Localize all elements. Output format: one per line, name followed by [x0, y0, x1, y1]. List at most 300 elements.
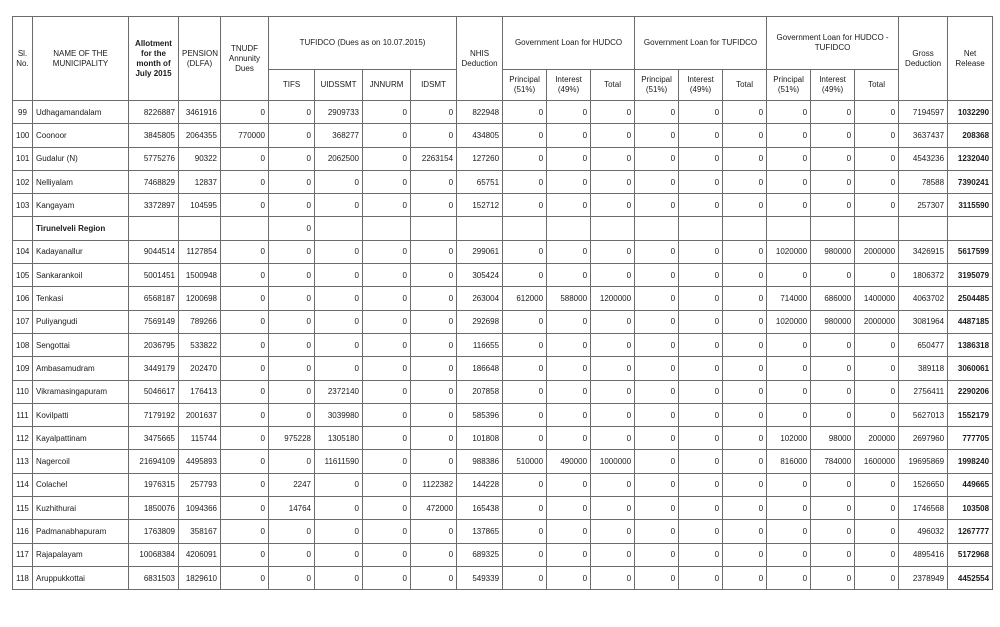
- tnudf-cell: 0: [221, 566, 269, 589]
- municipality-name-cell: Kangayam: [33, 194, 129, 217]
- table-row: [13, 147, 993, 170]
- net-release-cell: 103508: [948, 497, 993, 520]
- allotment-cell: 1850076: [129, 497, 179, 520]
- jnnurm-cell: 0: [363, 357, 411, 380]
- hudco-principal-cell: 0: [503, 520, 547, 543]
- table-row: [13, 380, 993, 403]
- hudco-total-cell: 0: [591, 497, 635, 520]
- nhis-cell: 186648: [457, 357, 503, 380]
- header-net-release: Net Release: [948, 17, 993, 101]
- ht-interest-cell: [811, 217, 855, 240]
- table-body: [13, 101, 993, 590]
- gross-deduction-cell: 4895416: [899, 543, 948, 566]
- allotment-cell: 6568187: [129, 287, 179, 310]
- jnnurm-cell: 0: [363, 403, 411, 426]
- net-release-cell: 4452554: [948, 566, 993, 589]
- uidssmt-cell: 0: [315, 520, 363, 543]
- idsmt-cell: 0: [411, 520, 457, 543]
- hudco-total-cell: 0: [591, 147, 635, 170]
- pension-cell: 358167: [179, 520, 221, 543]
- hudco-interest-cell: 0: [547, 124, 591, 147]
- table-row: [13, 194, 993, 217]
- tufidco-total-cell: 0: [723, 543, 767, 566]
- idsmt-cell: 0: [411, 287, 457, 310]
- header-tnudf: TNUDF Annunity Dues: [221, 17, 269, 101]
- ht-interest-cell: 686000: [811, 287, 855, 310]
- uidssmt-cell: [315, 217, 363, 240]
- tufidco-principal-cell: 0: [635, 264, 679, 287]
- uidssmt-cell: 1305180: [315, 427, 363, 450]
- uidssmt-cell: 3039980: [315, 403, 363, 426]
- allotment-cell: 6831503: [129, 566, 179, 589]
- sl-no-cell: 116: [13, 520, 33, 543]
- hudco-total-cell: 0: [591, 101, 635, 124]
- tnudf-cell: 0: [221, 450, 269, 473]
- nhis-cell: 207858: [457, 380, 503, 403]
- tufidco-principal-cell: 0: [635, 473, 679, 496]
- pension-cell: 2001637: [179, 403, 221, 426]
- ht-total-cell: 0: [855, 147, 899, 170]
- tifs-cell: 0: [269, 170, 315, 193]
- jnnurm-cell: 0: [363, 124, 411, 147]
- jnnurm-cell: 0: [363, 147, 411, 170]
- tufidco-total-cell: 0: [723, 101, 767, 124]
- hudco-interest-cell: [547, 217, 591, 240]
- hudco-interest-cell: 0: [547, 240, 591, 263]
- table-row: [13, 520, 993, 543]
- tufidco-interest-cell: 0: [679, 124, 723, 147]
- gross-deduction-cell: 7194597: [899, 101, 948, 124]
- header-gl-hudco: Government Loan for HUDCO: [503, 17, 635, 70]
- allotment-cell: 1976315: [129, 473, 179, 496]
- gross-deduction-cell: 389118: [899, 357, 948, 380]
- hudco-principal-cell: 0: [503, 170, 547, 193]
- tnudf-cell: 0: [221, 473, 269, 496]
- pension-cell: 533822: [179, 333, 221, 356]
- municipality-name-cell: Kuzhithurai: [33, 497, 129, 520]
- allotment-cell: 7179192: [129, 403, 179, 426]
- nhis-cell: 144228: [457, 473, 503, 496]
- hudco-total-cell: 0: [591, 264, 635, 287]
- jnnurm-cell: 0: [363, 566, 411, 589]
- tufidco-principal-cell: 0: [635, 357, 679, 380]
- tnudf-cell: 0: [221, 497, 269, 520]
- tifs-cell: 0: [269, 194, 315, 217]
- tufidco-interest-cell: 0: [679, 333, 723, 356]
- tufidco-principal-cell: 0: [635, 310, 679, 333]
- header-jnnurm: JNNURM: [363, 70, 411, 101]
- tifs-cell: 0: [269, 287, 315, 310]
- header-tufidco-interest: Interest (49%): [679, 70, 723, 101]
- sl-no-cell: 118: [13, 566, 33, 589]
- tnudf-cell: [221, 217, 269, 240]
- net-release-cell: 3195079: [948, 264, 993, 287]
- nhis-cell: 689325: [457, 543, 503, 566]
- sl-no-cell: 114: [13, 473, 33, 496]
- net-release-cell: 1998240: [948, 450, 993, 473]
- header-municipality-name: NAME OF THE MUNICIPALITY: [33, 17, 129, 101]
- nhis-cell: 152712: [457, 194, 503, 217]
- header-ht-principal: Principal (51%): [767, 70, 811, 101]
- hudco-principal-cell: 0: [503, 310, 547, 333]
- gross-deduction-cell: 2756411: [899, 380, 948, 403]
- header-tufidco-principal: Principal (51%): [635, 70, 679, 101]
- table-row: [13, 240, 993, 263]
- tifs-cell: 0: [269, 450, 315, 473]
- hudco-total-cell: 0: [591, 333, 635, 356]
- tufidco-principal-cell: 0: [635, 566, 679, 589]
- ht-interest-cell: 784000: [811, 450, 855, 473]
- tufidco-interest-cell: 0: [679, 497, 723, 520]
- hudco-principal-cell: 0: [503, 124, 547, 147]
- table-row: [13, 264, 993, 287]
- ht-interest-cell: 0: [811, 357, 855, 380]
- net-release-cell: 1267777: [948, 520, 993, 543]
- allotment-cell: 9044514: [129, 240, 179, 263]
- ht-total-cell: 2000000: [855, 240, 899, 263]
- tufidco-principal-cell: 0: [635, 497, 679, 520]
- ht-principal-cell: 0: [767, 333, 811, 356]
- idsmt-cell: 0: [411, 403, 457, 426]
- uidssmt-cell: 0: [315, 497, 363, 520]
- header-uidssmt: UIDSSMT: [315, 70, 363, 101]
- hudco-interest-cell: 0: [547, 520, 591, 543]
- hudco-interest-cell: 0: [547, 333, 591, 356]
- uidssmt-cell: 0: [315, 566, 363, 589]
- tufidco-principal-cell: [635, 217, 679, 240]
- idsmt-cell: 0: [411, 310, 457, 333]
- idsmt-cell: 472000: [411, 497, 457, 520]
- net-release-cell: 2290206: [948, 380, 993, 403]
- tufidco-interest-cell: 0: [679, 101, 723, 124]
- hudco-principal-cell: 0: [503, 497, 547, 520]
- tufidco-interest-cell: 0: [679, 310, 723, 333]
- ht-total-cell: 0: [855, 264, 899, 287]
- gross-deduction-cell: 1806372: [899, 264, 948, 287]
- hudco-principal-cell: 0: [503, 543, 547, 566]
- tufidco-principal-cell: 0: [635, 124, 679, 147]
- hudco-total-cell: 0: [591, 403, 635, 426]
- nhis-cell: 292698: [457, 310, 503, 333]
- hudco-interest-cell: 0: [547, 357, 591, 380]
- uidssmt-cell: 0: [315, 473, 363, 496]
- hudco-interest-cell: 0: [547, 310, 591, 333]
- ht-total-cell: 0: [855, 403, 899, 426]
- ht-total-cell: 2000000: [855, 310, 899, 333]
- gross-deduction-cell: 4543236: [899, 147, 948, 170]
- tufidco-interest-cell: 0: [679, 450, 723, 473]
- tufidco-interest-cell: 0: [679, 264, 723, 287]
- jnnurm-cell: 0: [363, 310, 411, 333]
- tufidco-total-cell: 0: [723, 520, 767, 543]
- ht-interest-cell: 0: [811, 264, 855, 287]
- gross-deduction-cell: 3426915: [899, 240, 948, 263]
- idsmt-cell: 0: [411, 357, 457, 380]
- municipality-name-cell: Colachel: [33, 473, 129, 496]
- header-pension: PENSION (DLFA): [179, 17, 221, 101]
- tufidco-interest-cell: 0: [679, 357, 723, 380]
- tnudf-cell: 0: [221, 333, 269, 356]
- header-tufidco: TUFIDCO (Dues as on 10.07.2015): [269, 17, 457, 70]
- hudco-principal-cell: 0: [503, 380, 547, 403]
- uidssmt-cell: 368277: [315, 124, 363, 147]
- gross-deduction-cell: 4063702: [899, 287, 948, 310]
- jnnurm-cell: 0: [363, 170, 411, 193]
- net-release-cell: 5617599: [948, 240, 993, 263]
- municipality-name-cell: Sengottai: [33, 333, 129, 356]
- hudco-total-cell: 0: [591, 427, 635, 450]
- pension-cell: 12837: [179, 170, 221, 193]
- net-release-cell: 1552179: [948, 403, 993, 426]
- pension-cell: 1829610: [179, 566, 221, 589]
- tifs-cell: 14764: [269, 497, 315, 520]
- sl-no-cell: [13, 217, 33, 240]
- idsmt-cell: 0: [411, 170, 457, 193]
- hudco-interest-cell: 0: [547, 170, 591, 193]
- municipality-name-cell: Rajapalayam: [33, 543, 129, 566]
- hudco-total-cell: 0: [591, 566, 635, 589]
- net-release-cell: 3060061: [948, 357, 993, 380]
- municipality-name-cell: Kayalpattinam: [33, 427, 129, 450]
- tufidco-total-cell: 0: [723, 264, 767, 287]
- uidssmt-cell: 0: [315, 333, 363, 356]
- header-allotment: Allotment for the month of July 2015: [129, 17, 179, 101]
- gross-deduction-cell: 5627013: [899, 403, 948, 426]
- tufidco-interest-cell: 0: [679, 194, 723, 217]
- ht-interest-cell: 0: [811, 497, 855, 520]
- uidssmt-cell: 2062500: [315, 147, 363, 170]
- sl-no-cell: 106: [13, 287, 33, 310]
- tufidco-total-cell: 0: [723, 450, 767, 473]
- pension-cell: 115744: [179, 427, 221, 450]
- jnnurm-cell: 0: [363, 264, 411, 287]
- allotment-cell: 3372897: [129, 194, 179, 217]
- sl-no-cell: 110: [13, 380, 33, 403]
- allotment-cell: 21694109: [129, 450, 179, 473]
- tifs-cell: 0: [269, 310, 315, 333]
- allotment-cell: 7468829: [129, 170, 179, 193]
- header-hudco-principal: Principal (51%): [503, 70, 547, 101]
- uidssmt-cell: 0: [315, 194, 363, 217]
- sl-no-cell: 107: [13, 310, 33, 333]
- tifs-cell: 0: [269, 403, 315, 426]
- sl-no-cell: 105: [13, 264, 33, 287]
- municipality-name-cell: Kadayanallur: [33, 240, 129, 263]
- hudco-principal-cell: 0: [503, 194, 547, 217]
- nhis-cell: 116655: [457, 333, 503, 356]
- gross-deduction-cell: 3081964: [899, 310, 948, 333]
- table-row: [13, 450, 993, 473]
- jnnurm-cell: 0: [363, 520, 411, 543]
- ht-principal-cell: 0: [767, 473, 811, 496]
- ht-interest-cell: 0: [811, 124, 855, 147]
- ht-interest-cell: 0: [811, 101, 855, 124]
- idsmt-cell: 0: [411, 566, 457, 589]
- idsmt-cell: 0: [411, 450, 457, 473]
- pension-cell: 789266: [179, 310, 221, 333]
- allotment-cell: 5775276: [129, 147, 179, 170]
- nhis-cell: 137865: [457, 520, 503, 543]
- uidssmt-cell: 0: [315, 240, 363, 263]
- nhis-cell: 65751: [457, 170, 503, 193]
- hudco-total-cell: 0: [591, 240, 635, 263]
- ht-total-cell: 0: [855, 566, 899, 589]
- pension-cell: 2064355: [179, 124, 221, 147]
- hudco-interest-cell: 0: [547, 101, 591, 124]
- municipality-name-cell: Padmanabhapuram: [33, 520, 129, 543]
- header-sl-no: Sl. No.: [13, 17, 33, 101]
- jnnurm-cell: 0: [363, 450, 411, 473]
- tufidco-interest-cell: 0: [679, 147, 723, 170]
- nhis-cell: 585396: [457, 403, 503, 426]
- idsmt-cell: 0: [411, 264, 457, 287]
- idsmt-cell: 0: [411, 380, 457, 403]
- idsmt-cell: 2263154: [411, 147, 457, 170]
- hudco-interest-cell: 0: [547, 380, 591, 403]
- jnnurm-cell: 0: [363, 473, 411, 496]
- tifs-cell: 0: [269, 566, 315, 589]
- pension-cell: 1094366: [179, 497, 221, 520]
- net-release-cell: 1386318: [948, 333, 993, 356]
- tufidco-interest-cell: 0: [679, 566, 723, 589]
- header-tifs: TIFS: [269, 70, 315, 101]
- sl-no-cell: 109: [13, 357, 33, 380]
- municipality-name-cell: Sankarankoil: [33, 264, 129, 287]
- ht-interest-cell: 980000: [811, 310, 855, 333]
- table-row: [13, 287, 993, 310]
- nhis-cell: [457, 217, 503, 240]
- allotment-cell: 8226887: [129, 101, 179, 124]
- jnnurm-cell: 0: [363, 101, 411, 124]
- uidssmt-cell: 0: [315, 357, 363, 380]
- allotment-cell: [129, 217, 179, 240]
- header-gl-hudco-tufidco: Government Loan for HUDCO - TUFIDCO: [767, 17, 899, 70]
- net-release-cell: 4487185: [948, 310, 993, 333]
- tifs-cell: 0: [269, 357, 315, 380]
- tufidco-principal-cell: 0: [635, 101, 679, 124]
- tnudf-cell: 0: [221, 170, 269, 193]
- hudco-principal-cell: 0: [503, 333, 547, 356]
- ht-principal-cell: 1020000: [767, 240, 811, 263]
- uidssmt-cell: 2372140: [315, 380, 363, 403]
- ht-principal-cell: 1020000: [767, 310, 811, 333]
- sl-no-cell: 108: [13, 333, 33, 356]
- tufidco-interest-cell: 0: [679, 543, 723, 566]
- tnudf-cell: 0: [221, 543, 269, 566]
- pension-cell: 202470: [179, 357, 221, 380]
- allotment-cell: 10068384: [129, 543, 179, 566]
- gross-deduction-cell: 1746568: [899, 497, 948, 520]
- hudco-interest-cell: 0: [547, 264, 591, 287]
- tufidco-total-cell: 0: [723, 147, 767, 170]
- idsmt-cell: 0: [411, 427, 457, 450]
- sl-no-cell: 104: [13, 240, 33, 263]
- municipality-name-cell: Coonoor: [33, 124, 129, 147]
- allotment-cell: 5001451: [129, 264, 179, 287]
- ht-principal-cell: 0: [767, 194, 811, 217]
- ht-principal-cell: 714000: [767, 287, 811, 310]
- hudco-total-cell: 1000000: [591, 450, 635, 473]
- ht-principal-cell: 0: [767, 520, 811, 543]
- hudco-principal-cell: 510000: [503, 450, 547, 473]
- tnudf-cell: 0: [221, 380, 269, 403]
- nhis-cell: 434805: [457, 124, 503, 147]
- hudco-interest-cell: 490000: [547, 450, 591, 473]
- hudco-interest-cell: 0: [547, 427, 591, 450]
- nhis-cell: 299061: [457, 240, 503, 263]
- tufidco-total-cell: 0: [723, 240, 767, 263]
- ht-total-cell: 0: [855, 497, 899, 520]
- tnudf-cell: 0: [221, 264, 269, 287]
- tufidco-total-cell: 0: [723, 170, 767, 193]
- tnudf-cell: 0: [221, 403, 269, 426]
- tufidco-interest-cell: 0: [679, 240, 723, 263]
- table-row: [13, 310, 993, 333]
- pension-cell: 4206091: [179, 543, 221, 566]
- ht-interest-cell: 0: [811, 520, 855, 543]
- ht-principal-cell: 0: [767, 357, 811, 380]
- tufidco-principal-cell: 0: [635, 170, 679, 193]
- tnudf-cell: 0: [221, 147, 269, 170]
- uidssmt-cell: 11611590: [315, 450, 363, 473]
- pension-cell: 1200698: [179, 287, 221, 310]
- table-row: [13, 217, 993, 240]
- ht-total-cell: 1400000: [855, 287, 899, 310]
- municipality-name-cell: Tenkasi: [33, 287, 129, 310]
- sl-no-cell: 111: [13, 403, 33, 426]
- tnudf-cell: 0: [221, 357, 269, 380]
- ht-principal-cell: 0: [767, 543, 811, 566]
- net-release-cell: 449665: [948, 473, 993, 496]
- hudco-principal-cell: [503, 217, 547, 240]
- uidssmt-cell: 0: [315, 543, 363, 566]
- ht-principal-cell: 0: [767, 101, 811, 124]
- ht-principal-cell: 0: [767, 497, 811, 520]
- gross-deduction-cell: 496032: [899, 520, 948, 543]
- sl-no-cell: 112: [13, 427, 33, 450]
- header-tufidco-total: Total: [723, 70, 767, 101]
- municipality-name-cell: Nelliyalam: [33, 170, 129, 193]
- deduction-table: [12, 16, 993, 590]
- ht-principal-cell: 0: [767, 147, 811, 170]
- idsmt-cell: 0: [411, 101, 457, 124]
- municipality-name-cell: Gudalur (N): [33, 147, 129, 170]
- idsmt-cell: 0: [411, 333, 457, 356]
- table-row: [13, 333, 993, 356]
- municipality-name-cell: Puliyangudi: [33, 310, 129, 333]
- tifs-cell: 0: [269, 217, 315, 240]
- uidssmt-cell: 0: [315, 170, 363, 193]
- jnnurm-cell: 0: [363, 427, 411, 450]
- tufidco-total-cell: 0: [723, 380, 767, 403]
- ht-principal-cell: [767, 217, 811, 240]
- tufidco-principal-cell: 0: [635, 520, 679, 543]
- ht-total-cell: 0: [855, 357, 899, 380]
- header-idsmt: IDSMT: [411, 70, 457, 101]
- tufidco-principal-cell: 0: [635, 403, 679, 426]
- uidssmt-cell: 0: [315, 310, 363, 333]
- gross-deduction-cell: 257307: [899, 194, 948, 217]
- municipality-name-cell: Ambasamudram: [33, 357, 129, 380]
- tnudf-cell: 0: [221, 240, 269, 263]
- ht-principal-cell: 816000: [767, 450, 811, 473]
- table-row: [13, 101, 993, 124]
- hudco-principal-cell: 0: [503, 101, 547, 124]
- municipality-name-cell: Udhagamandalam: [33, 101, 129, 124]
- hudco-principal-cell: 0: [503, 147, 547, 170]
- hudco-interest-cell: 0: [547, 147, 591, 170]
- allotment-cell: 1763809: [129, 520, 179, 543]
